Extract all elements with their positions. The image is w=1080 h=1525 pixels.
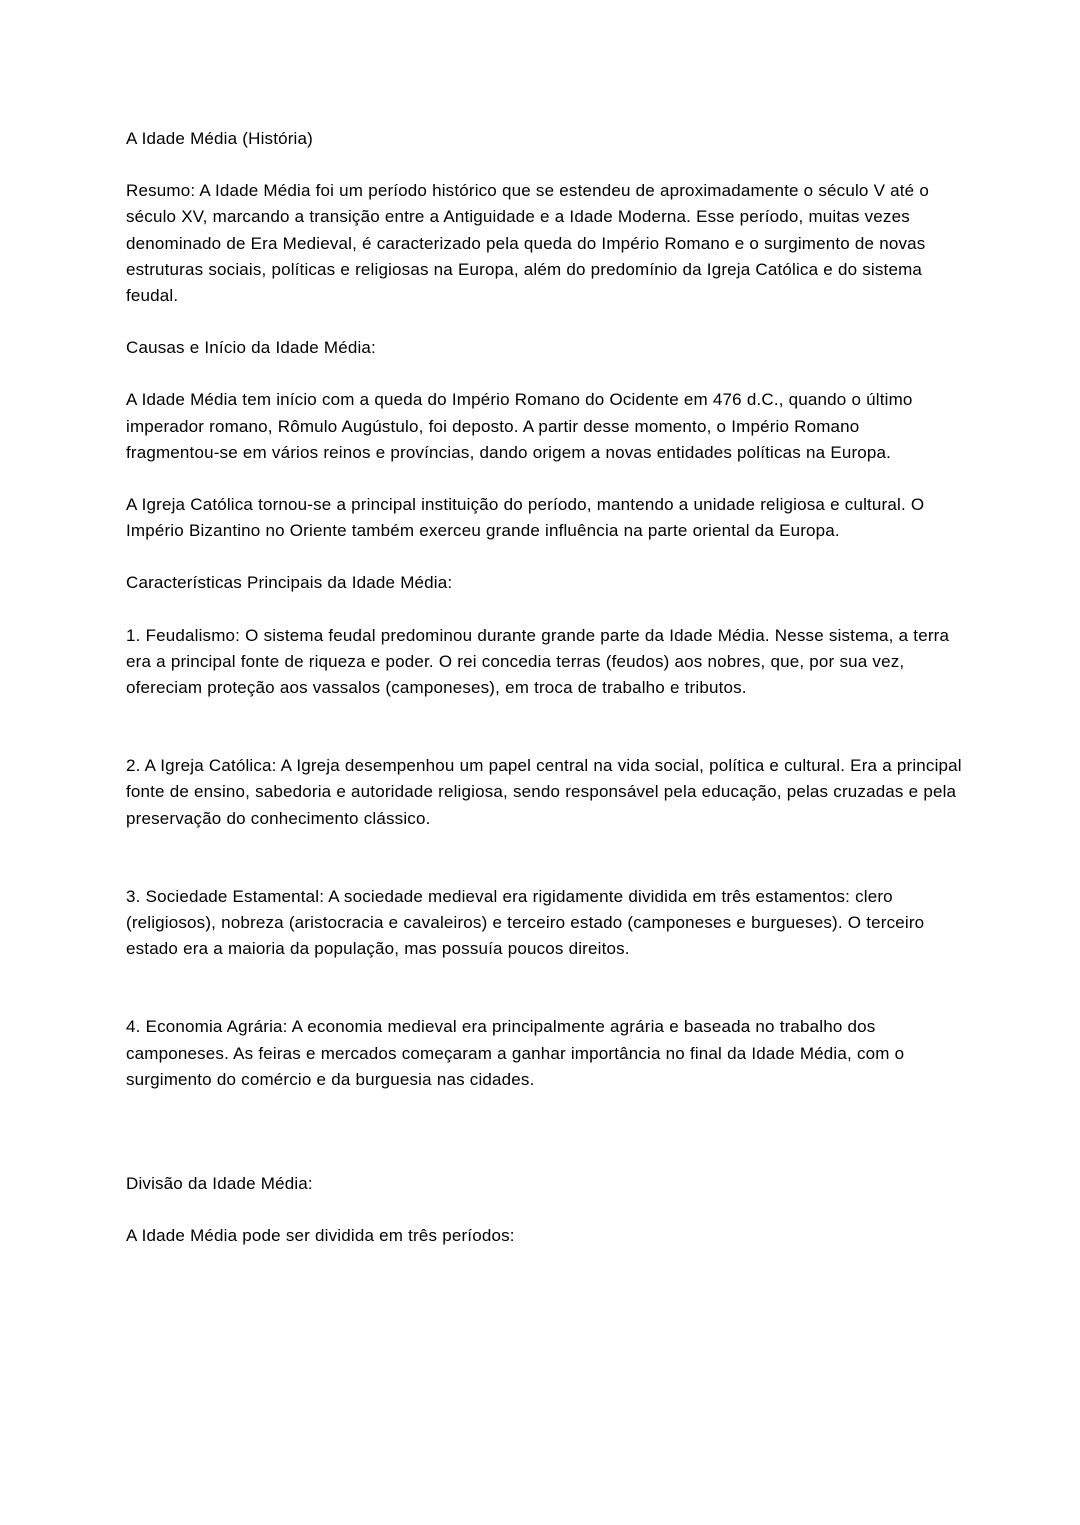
list-item-3-sociedade-estamental: 3. Sociedade Estamental: A sociedade medieval era rigidamente dividida em três estamentos: clero (religiosos), nobreza (aristocracia e cavaleiros) e terceiro estado (camponeses e burgueses). O terceiro estado era a maioria da população, mas possuía poucos direitos. xyxy=(126,886,925,959)
spacer xyxy=(126,597,952,623)
document-title: A Idade Média (História) xyxy=(126,129,313,148)
spacer xyxy=(126,309,952,335)
paragraph-causas-2: A Igreja Católica tornou-se a principal instituição do período, mantendo a unidade religiosa e cultural. O Império Bizantino no Oriente também exerceu grande influência na parte oriental da Europa. xyxy=(126,495,925,541)
heading-causas-inicio: Causas e Início da Idade Média: xyxy=(126,338,376,358)
spacer xyxy=(126,962,952,1014)
document-body xyxy=(126,126,962,1249)
spacer xyxy=(126,1197,952,1223)
spacer xyxy=(126,361,952,387)
heading-divisao: Divisão da Idade Média: xyxy=(126,1174,313,1194)
spacer xyxy=(126,832,952,884)
heading-caracteristicas-principais: Características Principais da Idade Média: xyxy=(126,573,453,593)
paragraph-causas-1: A Idade Média tem início com a queda do Império Romano do Ocidente em 476 d.C., quando o último imperador romano, Rômulo Augústulo, foi deposto. A partir desse momento, o Império Romano fragmentou-se em vários reinos e províncias, dando origem a novas entidades políticas na Europa. xyxy=(126,390,913,462)
spacer xyxy=(126,544,952,570)
spacer xyxy=(126,1093,952,1171)
spacer xyxy=(126,701,952,753)
spacer xyxy=(126,466,952,492)
list-item-4-economia-agraria: 4. Economia Agrária: A economia medieval era principalmente agrária e baseada no trabalho dos camponeses. As feiras e mercados começaram a ganhar importância no final da Idade Média, com o surgimento do comércio e da burguesia nas cidades. xyxy=(126,1017,905,1089)
list-item-2-igreja-catolica: 2. A Igreja Católica: A Igreja desempenhou um papel central na vida social, política e cultural. Era a principal fonte de ensino, sabedoria e autoridade religiosa, sendo responsável pela educação, pelas cruzadas e pela preservação do conhecimento clássico. xyxy=(126,756,962,828)
list-item-1-feudalismo: 1. Feudalismo: O sistema feudal predominou durante grande parte da Idade Média. Nesse sistema, a terra era a principal fonte de riqueza e poder. O rei concedia terras (feudos) aos nobres, que, por sua vez, ofereciam proteção aos vassalos (camponeses), em troca de trabalho e tributos. xyxy=(126,625,950,698)
paragraph-resumo: Resumo: A Idade Média foi um período histórico que se estendeu de aproximadamente o século V até o século XV, marcando a transição entre a Antiguidade e a Idade Moderna. Esse período, muitas vezes denominado de Era Medieval, é caracterizado pela queda do Império Romano e o surgimento de novas estruturas sociais, políticas e religiosas na Europa, além do predomínio da Igreja Católica e do sistema feudal. xyxy=(126,181,929,306)
spacer xyxy=(126,152,952,178)
paragraph-divisao-intro: A Idade Média pode ser dividida em três períodos: xyxy=(126,1226,515,1246)
